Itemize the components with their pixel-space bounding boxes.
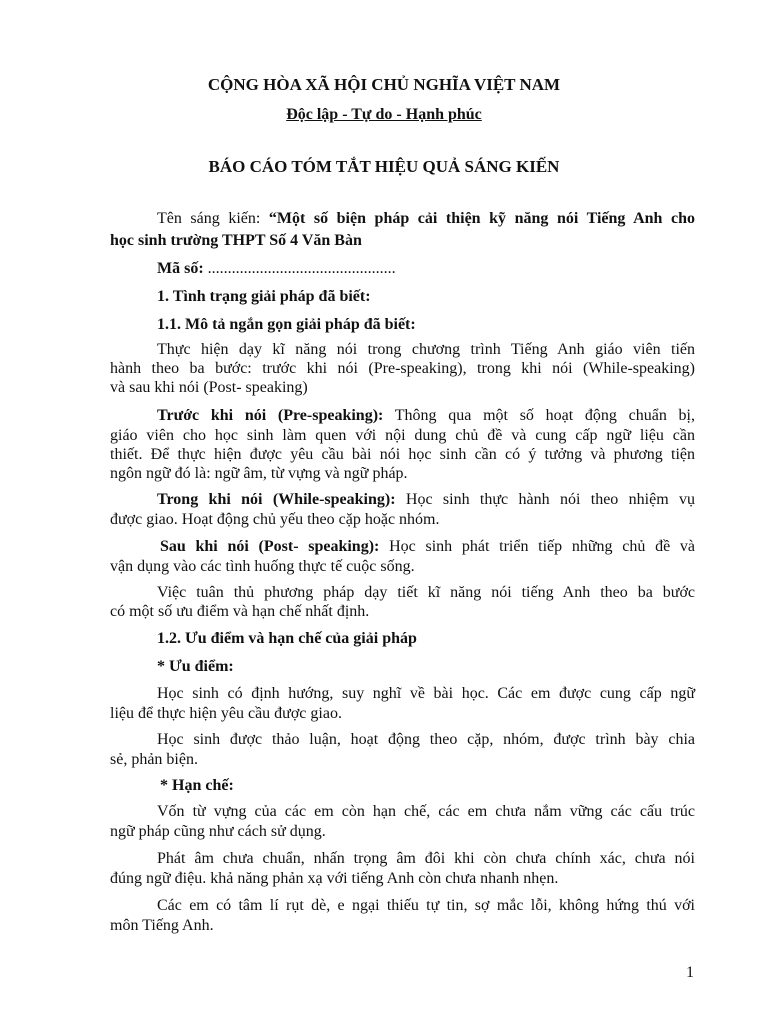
- post-speaking-line-1: [160, 536, 695, 558]
- code-label: Mã số:: [157, 260, 204, 277]
- limitations-p3-line-1: Các em có tâm lí rụt dè, e ngại thiếu tự tin, sợ mắc lỗi, không hứng thú với: [157, 897, 695, 914]
- conclusion-line-2: có một số ưu điểm và hạn chế nhất định.: [110, 603, 370, 620]
- motto: Độc lập - Tự do - Hạnh phúc: [286, 106, 482, 123]
- advantages-p1-line-1: Học sinh có định hướng, suy nghĩ về bài học. Các em được cung cấp ngữ: [157, 685, 695, 702]
- page-number: 1: [686, 964, 694, 981]
- initiative-label: Tên sáng kiến:: [157, 210, 269, 227]
- advantages-p2-line-2: sẻ, phản biện.: [110, 751, 198, 768]
- intro-line-1: Thực hiện dạy kĩ năng nói trong chương trình Tiếng Anh giáo viên tiến: [157, 341, 695, 358]
- advantages-p2-line-1: Học sinh được thảo luận, hoạt động theo cặp, nhóm, được trình bày chia: [157, 731, 695, 748]
- pre-speaking-line-3: thiết. Để thực hiện được yêu cầu bài nói học sinh cần có ý tưởng và phương tiện: [110, 446, 695, 463]
- pre-speaking-line-2: giáo viên cho học sinh làm quen với nội dung chủ đề và cung cấp ngữ liệu cần: [110, 427, 695, 444]
- limitations-p1-line-2: ngữ pháp cũng như cách sử dụng.: [110, 823, 326, 840]
- limitations-p1-line-1: Vốn từ vựng của các em còn hạn chế, các em chưa nắm vững các cấu trúc: [157, 803, 695, 820]
- pre-speaking-text: Thông qua một số hoạt động chuẩn bị,: [383, 407, 695, 424]
- limitations-p2-line-2: đúng ngữ điệu. khả năng phản xạ với tiếng Anh còn chưa nhanh nhẹn.: [110, 870, 559, 887]
- code-line: [157, 258, 396, 280]
- post-speaking-term: Sau khi nói (Post- speaking):: [160, 538, 380, 555]
- while-speaking-line-1: [157, 489, 695, 511]
- post-speaking-text: Học sinh phát triển tiếp những chủ đề và: [379, 538, 695, 555]
- pre-speaking-line-4: ngôn ngữ đó là: ngữ âm, từ vựng và ngữ pháp.: [110, 465, 408, 482]
- intro-line-3: và sau khi nói (Post- speaking): [110, 379, 308, 396]
- section-1-heading: 1. Tình trạng giải pháp đã biết:: [157, 288, 371, 305]
- limitations-p3-line-2: môn Tiếng Anh.: [110, 917, 214, 934]
- intro-line-2: hành theo ba bước: trước khi nói (Pre-speaking), trong khi nói (While-speaking): [110, 360, 695, 377]
- advantages-p1-line-2: liệu để thực hiện yêu cầu được giao.: [110, 705, 342, 722]
- while-speaking-text: Học sinh thực hành nói theo nhiệm vụ: [395, 491, 696, 508]
- limitations-heading: * Hạn chế:: [160, 777, 234, 794]
- pre-speaking-term: Trước khi nói (Pre-speaking):: [157, 407, 384, 424]
- country-header: CỘNG HÒA XÃ HỘI CHỦ NGHĨA VIỆT NAM: [207, 75, 561, 94]
- report-title: BÁO CÁO TÓM TẮT HIỆU QUẢ SÁNG KIẾN: [208, 157, 560, 176]
- initiative-name-1: “Một số biện pháp cải thiện kỹ năng nói Tiếng Anh cho: [268, 210, 695, 227]
- initiative-name-2: học sinh trường THPT Số 4 Văn Bàn: [110, 232, 362, 249]
- limitations-p2-line-1: Phát âm chưa chuẩn, nhấn trọng âm đôi khi còn chưa chính xác, chưa nói: [157, 850, 695, 867]
- while-speaking-line-2: được giao. Hoạt động chủ yếu theo cặp hoặc nhóm.: [110, 511, 440, 528]
- post-speaking-line-2: vận dụng vào các tình huống thực tế cuộc sống.: [110, 558, 415, 575]
- pre-speaking-line-1: [157, 405, 695, 427]
- conclusion-line-1: Việc tuân thủ phương pháp dạy tiết kĩ năng nói tiếng Anh theo ba bước: [157, 584, 695, 601]
- section-1-1-heading: 1.1. Mô tả ngắn gọn giải pháp đã biết:: [157, 316, 416, 333]
- initiative-line-1: [157, 208, 695, 230]
- advantages-heading: * Ưu điểm:: [157, 658, 234, 675]
- while-speaking-term: Trong khi nói (While-speaking):: [157, 491, 396, 508]
- code-value: ...............................................: [203, 260, 396, 277]
- section-1-2-heading: 1.2. Ưu điểm và hạn chế của giải pháp: [157, 630, 417, 647]
